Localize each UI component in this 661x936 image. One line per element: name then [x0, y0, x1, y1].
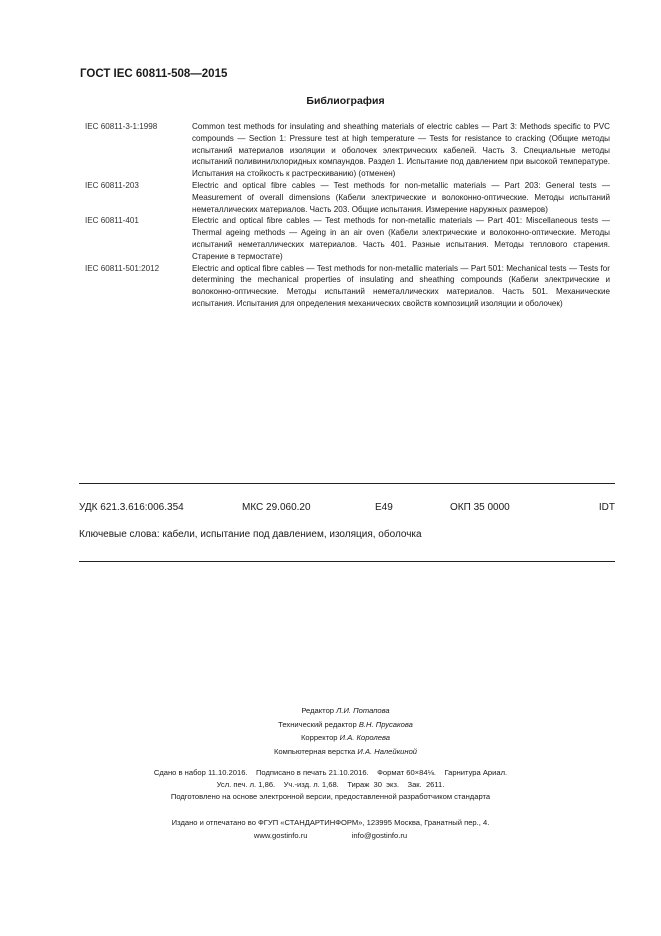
imprint-line: Усл. печ. л. 1,86. Уч.-изд. л. 1,68. Тираж 30 экз. Зак. 2611. [216, 780, 445, 790]
imprint-line: Сдано в набор 11.10.2016. Подписано в печать 21.10.2016. Формат 60×84⅛. Гарнитура Ариал. [153, 768, 508, 777]
imprint-line: Подготовлено на основе электронной версии, предоставленной разработчиком стандарта [170, 792, 491, 802]
mks-code: МКС 29.060.20 [242, 502, 311, 513]
staff-name: В.Н. Прусакова [358, 719, 413, 729]
staff-role: Технический редактор [278, 719, 357, 729]
category-code: Е49 [375, 502, 393, 513]
publisher-contacts [0, 829, 661, 842]
udc-code: УДК 621.3.616:006.354 [79, 502, 184, 513]
staff-credits [0, 704, 661, 758]
staff-role: Редактор [301, 706, 335, 715]
document-header: ГОСТ IEC 60811-508—2015 [80, 68, 228, 80]
entry-text: Common test methods for insulating and sheathing materials of electric cables — Part 3: Methods specific to PVC compounds — Section 1: Pressure test at high temperature — Tests for resistance to cracking (Общие методы испытаний материалов изоляции и оболочек электрических кабелей. Часть 3. Специальные методы испытаний поливинилхлоридных компаундов. Раздел 1. Испытание под давлением при высокой температуре. Испытания на стойкость к растрескиванию) (отменен) [192, 122, 610, 179]
entry-text: Electric and optical fibre cables — Test methods for non-metallic materials — Part 203: General tests — Measurement of overall dimensions (Кабели электрические и волоконно-оптические. Методы испытаний неметаллических материалов. Часть 203. Общие испытания. Измерение наружных размеров) [192, 180, 610, 214]
bibliography-entry [85, 121, 610, 180]
imprint [0, 767, 661, 804]
staff-name: Л.И. Потапова [336, 706, 390, 715]
keywords: Ключевые слова: кабели, испытание под давлением, изоляция, оболочка [79, 529, 422, 540]
staff-line [0, 731, 661, 745]
bottom-divider [79, 561, 615, 562]
staff-line [0, 718, 661, 732]
idt-code: IDT [598, 502, 615, 513]
email-link[interactable]: info@gostinfo.ru [351, 831, 408, 840]
staff-line [0, 745, 661, 759]
okp-code: ОКП 35 0000 [450, 502, 510, 513]
entry-code: IEC 60811-401 [85, 216, 139, 226]
staff-name: И.А. Налейкиной [357, 746, 418, 756]
entry-code: IEC 60811-501:2012 [85, 263, 160, 273]
staff-name: И.А. Королева [339, 733, 391, 742]
bibliography-entry [85, 263, 610, 310]
staff-role: Компьютерная верстка [273, 746, 356, 756]
publisher-address: Издано и отпечатано во ФГУП «СТАНДАРТИНФОРМ», 123995 Москва, Гранатный пер., 4. [171, 818, 490, 827]
website-link[interactable]: www.gostinfo.ru [253, 831, 308, 840]
bibliography-list [85, 121, 610, 310]
bibliography-entry [85, 215, 610, 262]
publisher-info [0, 816, 661, 842]
entry-code: IEC 60811-203 [85, 180, 139, 190]
bibliography-entry [85, 180, 610, 215]
staff-line [0, 704, 661, 718]
entry-text: Electric and optical fibre cables — Test methods for non-metallic materials — Part 501: Mechanical tests — Tests for determining the mechanical properties of insulating and sheathing compounds (Кабели электрические и волоконно-оптические. Методы испытаний неметаллических материалов. Часть 501. Механические испытания. Испытания для определения механических свойств композиций изоляции и оболочек) [192, 263, 610, 308]
entry-text: Electric and optical fibre cables — Test methods for non-metallic materials — Part 401: Miscellaneous tests — Thermal ageing methods — Ageing in an air oven (Кабели электрические и волоконно-оптические. Методы испытаний неметаллических материалов. Часть 401. Разные испытания. Методы теплового старения. Старение в термостате) [192, 216, 610, 261]
top-divider [79, 483, 615, 484]
staff-role: Корректор [300, 733, 338, 742]
entry-code: IEC 60811-3-1:1998 [85, 122, 158, 131]
bibliography-title: Библиография [306, 95, 385, 107]
